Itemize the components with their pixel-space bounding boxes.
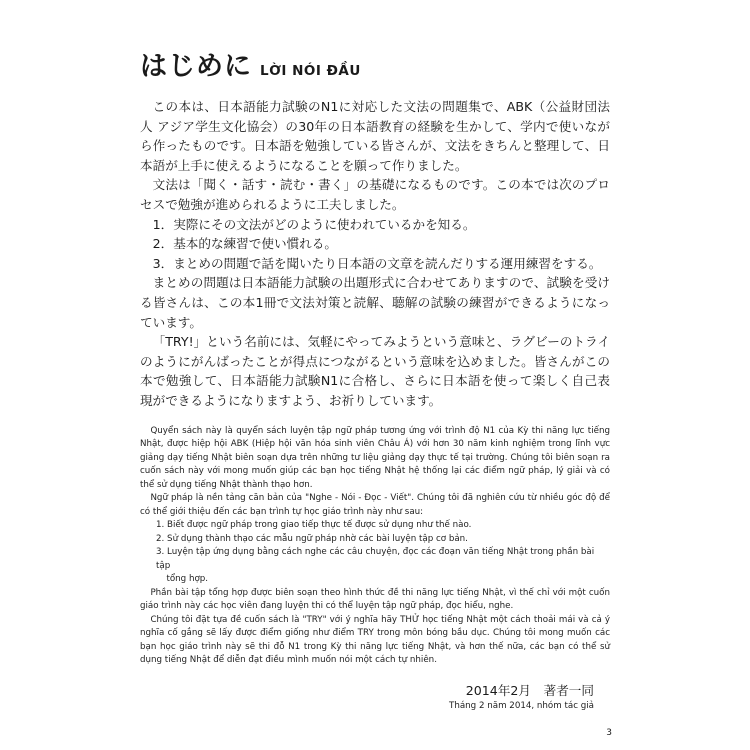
heading-japanese: はじめに <box>140 51 252 82</box>
page-number: 3 <box>606 728 612 738</box>
japanese-section <box>140 97 610 411</box>
jp-process-list <box>140 215 610 274</box>
signature-vietnamese: Tháng 2 năm 2014, nhóm tác giả <box>449 700 594 711</box>
vi-paragraph-1: Quyển sách này là quyển sách luyện tập ngữ pháp tương ứng với trình độ N1 của Kỳ thi năng lực tiếng Nhật, được hiệp hội ABK (Hiệp hội văn hóa sinh viên Châu Á) với hơn 30 năm kinh nghiệm trong lĩnh vực giảng dạy tiếng Nhật biên soạn dựa trên những tư liệu giảng dạy thực tế tại trường. Chúng tôi biên soạn ra cuốn sách này với mong muốn giúp các bạn học tiếng Nhật hệ thống lại các điểm ngữ pháp, lý giải và có thể sử dụng tiếng Nhật thành thạo hơn. <box>140 425 610 490</box>
jp-paragraph-1: この本は、日本語能力試験のN1に対応した文法の問題集で、ABK（公益財団法人 アジア学生文化協会）の30年の日本語教育の経験を生かして、学内で使いながら作ったものです。日本語を勉強している皆さんが、文法をきちんと整理して、日本語が上手に使えるようになることを願って作りました。 <box>140 99 610 173</box>
vi-list-item: 3. Luyện tập ứng dụng bằng cách nghe các câu chuyện, đọc các đoạn văn tiếng Nhật trong phần bài tập <box>156 547 595 571</box>
scan-border-left <box>0 0 118 750</box>
jp-paragraph-4: 「TRY!」という名前には、気軽にやってみようという意味と、ラグビーのトライのようにがんばったことが得点につながるという意味を込めました。皆さんがこの本で勉強して、日本語能力試験N1に合格し、さらに日本語を使って楽しく自己表現ができるようになりますよう、お祈りしています。 <box>140 334 610 408</box>
page-heading <box>140 44 610 83</box>
vi-paragraph-3: Phần bài tập tổng hợp được biên soạn theo hình thức đề thi năng lực tiếng Nhật, vì thế chỉ với một cuốn giáo trình này các học viên đang luyện thi có thể luyện tập ngữ pháp, đọc hiểu, nghe. <box>140 587 610 611</box>
jp-paragraph-2: 文法は「聞く・話す・読む・書く」の基礎になるものです。この本では次のプロセスで勉強が進められるように工夫しました。 <box>140 177 610 212</box>
vi-paragraph-4: Chúng tôi đặt tựa đề cuốn sách là "TRY" với ý nghĩa hãy THỬ học tiếng Nhật một cách thoải mái và cả ý nghĩa cố gắng sẽ lấy được điểm giống như điểm TRY trong môn bóng bầu dục. Chúng tôi mong muốn các bạn học giáo trình này sẽ thi đỗ N1 trong Kỳ thi năng lực tiếng Nhật, và hơn thế nữa, các bạn có thể sử dụng tiếng Nhật để diễn đạt điều mình muốn nói một cách tự nhiên. <box>140 614 610 665</box>
vietnamese-section <box>140 425 610 668</box>
jp-list-item: 1．実際にその文法がどのように使われているかを知る。 <box>152 216 476 232</box>
scan-border-right <box>632 0 750 750</box>
vi-process-list <box>140 519 610 587</box>
jp-paragraph-3: まとめの問題は日本語能力試験の出題形式に合わせてありますので、試験を受ける皆さんは、この本1冊で文法対策と読解、聴解の試験の練習ができるようになっています。 <box>140 275 610 330</box>
vi-paragraph-2: Ngữ pháp là nền tảng căn bản của "Nghe - Nói - Đọc - Viết". Chúng tôi đã nghiên cứu từ nhiều góc độ để có thể giới thiệu đến các bạn trình tự học giáo trình này như sau: <box>140 493 610 517</box>
signature <box>140 682 610 713</box>
vi-list-item: 1. Biết được ngữ pháp trong giao tiếp thực tế được sử dụng như thế nào. <box>156 520 472 530</box>
heading-vietnamese: LỜI NÓI ĐẦU <box>260 63 361 79</box>
signature-japanese: 2014年2月 著者一同 <box>465 682 594 698</box>
vi-list-item-continuation: tổng hợp. <box>166 574 209 584</box>
page-content <box>140 44 610 713</box>
vi-list-item: 2. Sử dụng thành thạo các mẫu ngữ pháp nhờ các bài luyện tập cơ bản. <box>156 533 468 544</box>
jp-list-item: 2．基本的な練習で使い慣れる。 <box>152 236 337 252</box>
jp-list-item: 3．まとめの問題で話を聞いたり日本語の文章を読んだりする運用練習をする。 <box>152 255 602 271</box>
book-page <box>118 0 632 750</box>
